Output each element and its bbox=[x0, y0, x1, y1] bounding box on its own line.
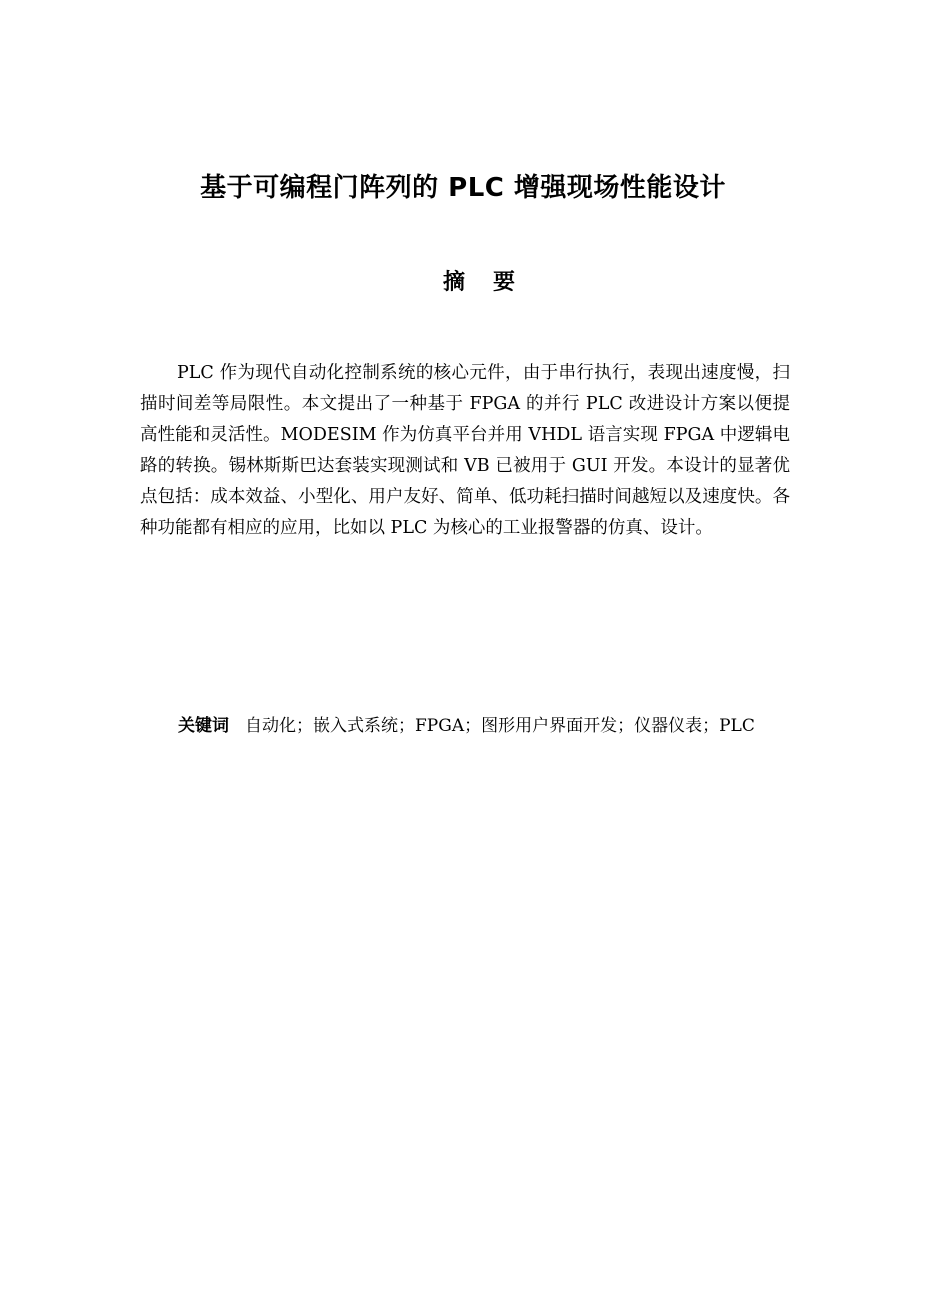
paper-title: 基于可编程门阵列的 PLC 增强现场性能设计 bbox=[200, 173, 726, 203]
keywords-text: 自动化；嵌入式系统；FPGA；图形用户界面开发；仪器仪表；PLC bbox=[245, 716, 755, 736]
abstract-heading: 摘要 bbox=[442, 270, 543, 295]
keywords-label: 关键词 bbox=[178, 716, 229, 736]
keywords-line bbox=[178, 712, 798, 740]
abstract-body: PLC 作为现代自动化控制系统的核心元件，由于串行执行，表现出速度慢，扫描时间差等局限性。本文提出了一种基于 FPGA 的并行 PLC 改进设计方案以便提高性能和灵活性。MODESIM 作为仿真平台并用 VHDL 语言实现 FPGA 中逻辑电路的转换。锡林斯斯巴达套装实现测试和 VB 已被用于 GUI 开发。本设计的显著优点包括：成本效益、小型化、用户友好、简单、低功耗扫描时间越短以及速度快。各种功能都有相应的应用，比如以 PLC 为核心的工业报警器的仿真、设计。 bbox=[140, 363, 790, 538]
